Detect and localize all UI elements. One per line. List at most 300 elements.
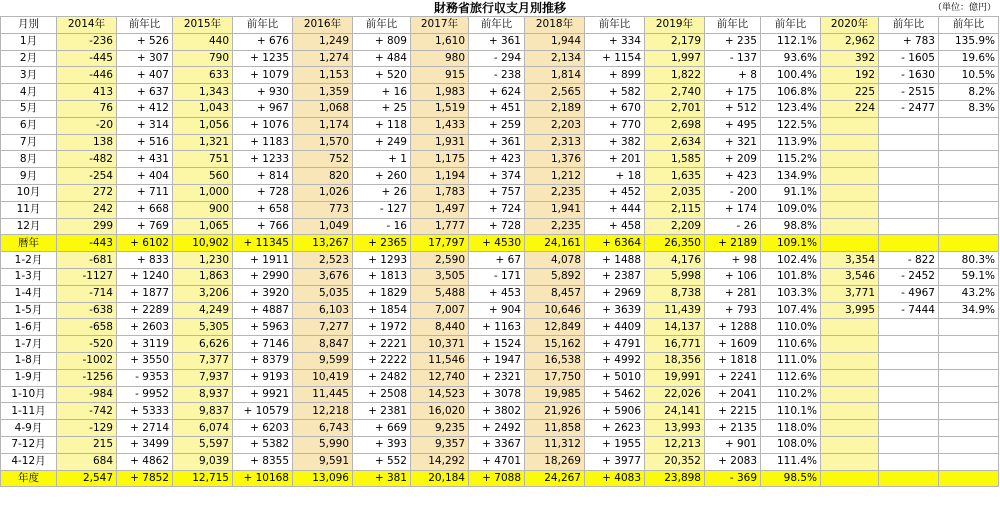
table-cell: 1,359 bbox=[293, 84, 353, 101]
table-cell bbox=[939, 403, 999, 420]
table-cell: + 314 bbox=[117, 117, 173, 134]
table-cell: + 259 bbox=[469, 117, 525, 134]
row-label: 10月 bbox=[1, 184, 57, 201]
table-cell: 110.6% bbox=[761, 336, 821, 353]
table-cell: - 127 bbox=[353, 201, 411, 218]
table-cell: 108.0% bbox=[761, 436, 821, 453]
table-cell bbox=[879, 352, 939, 369]
table-cell: + 1240 bbox=[117, 268, 173, 285]
table-cell: 102.4% bbox=[761, 252, 821, 269]
table-cell: + 8 bbox=[705, 67, 761, 84]
table-cell: + 4083 bbox=[585, 470, 645, 487]
table-cell: - 16 bbox=[353, 218, 411, 235]
table-cell: 1,212 bbox=[525, 168, 585, 185]
table-cell: 80.3% bbox=[939, 252, 999, 269]
table-row bbox=[1, 470, 999, 487]
table-cell: -445 bbox=[57, 50, 117, 67]
table-cell: 115.2% bbox=[761, 151, 821, 168]
table-cell: 16,020 bbox=[411, 403, 469, 420]
table-cell: 8,847 bbox=[293, 336, 353, 353]
table-cell: + 1955 bbox=[585, 436, 645, 453]
table-cell bbox=[879, 436, 939, 453]
table-cell: 2,134 bbox=[525, 50, 585, 67]
table-cell bbox=[939, 336, 999, 353]
table-cell: 1,783 bbox=[411, 184, 469, 201]
table-cell: - 238 bbox=[469, 67, 525, 84]
table-cell: 1,194 bbox=[411, 168, 469, 185]
table-cell: 8,440 bbox=[411, 319, 469, 336]
table-cell: 2,565 bbox=[525, 84, 585, 101]
table-cell: 4,249 bbox=[173, 302, 233, 319]
table-cell bbox=[821, 369, 879, 386]
table-cell: + 1972 bbox=[353, 319, 411, 336]
row-label: 暦年 bbox=[1, 235, 57, 252]
table-cell bbox=[939, 235, 999, 252]
table-cell: 110.1% bbox=[761, 403, 821, 420]
table-cell: 12,218 bbox=[293, 403, 353, 420]
table-cell: + 728 bbox=[233, 184, 293, 201]
table-cell: 18,356 bbox=[645, 352, 705, 369]
table-row bbox=[1, 319, 999, 336]
table-cell: -20 bbox=[57, 117, 117, 134]
table-cell: + 381 bbox=[353, 470, 411, 487]
column-header: 2019年 bbox=[645, 17, 705, 34]
table-cell bbox=[821, 403, 879, 420]
table-cell: 440 bbox=[173, 33, 233, 50]
table-cell: 1,174 bbox=[293, 117, 353, 134]
table-cell: 1,153 bbox=[293, 67, 353, 84]
table-cell: 26,350 bbox=[645, 235, 705, 252]
table-cell: 17,750 bbox=[525, 369, 585, 386]
table-cell bbox=[821, 117, 879, 134]
column-header: 前年比 bbox=[705, 17, 761, 34]
table-cell bbox=[939, 386, 999, 403]
table-cell: + 624 bbox=[469, 84, 525, 101]
table-cell: 1,043 bbox=[173, 100, 233, 117]
table-cell: 1,944 bbox=[525, 33, 585, 50]
table-cell: 684 bbox=[57, 453, 117, 470]
table-cell: + 249 bbox=[353, 134, 411, 151]
table-cell: 22,026 bbox=[645, 386, 705, 403]
table-cell: 1,814 bbox=[525, 67, 585, 84]
table-cell: 5,998 bbox=[645, 268, 705, 285]
table-cell: 299 bbox=[57, 218, 117, 235]
table-cell: 14,523 bbox=[411, 386, 469, 403]
row-label: 1-7月 bbox=[1, 336, 57, 353]
row-label: 8月 bbox=[1, 151, 57, 168]
row-label: 12月 bbox=[1, 218, 57, 235]
table-cell: 2,179 bbox=[645, 33, 705, 50]
table-cell: 11,445 bbox=[293, 386, 353, 403]
table-cell: + 5963 bbox=[233, 319, 293, 336]
table-cell bbox=[939, 436, 999, 453]
row-label: 3月 bbox=[1, 67, 57, 84]
row-label: 1-5月 bbox=[1, 302, 57, 319]
table-cell: + 676 bbox=[233, 33, 293, 50]
table-cell: 215 bbox=[57, 436, 117, 453]
table-cell: 8,937 bbox=[173, 386, 233, 403]
row-label: 11月 bbox=[1, 201, 57, 218]
table-cell: + 453 bbox=[469, 285, 525, 302]
table-cell: 9,039 bbox=[173, 453, 233, 470]
table-cell bbox=[879, 336, 939, 353]
row-label: 7月 bbox=[1, 134, 57, 151]
table-cell: 5,892 bbox=[525, 268, 585, 285]
table-cell: 3,206 bbox=[173, 285, 233, 302]
column-header: 2018年 bbox=[525, 17, 585, 34]
table-cell: + 6203 bbox=[233, 420, 293, 437]
table-cell: + 26 bbox=[353, 184, 411, 201]
table-cell: + 458 bbox=[585, 218, 645, 235]
table-cell: 1,321 bbox=[173, 134, 233, 151]
table-cell: 20,184 bbox=[411, 470, 469, 487]
table-cell: + 2482 bbox=[353, 369, 411, 386]
table-cell: + 770 bbox=[585, 117, 645, 134]
table-cell: 98.5% bbox=[761, 470, 821, 487]
table-cell: + 484 bbox=[353, 50, 411, 67]
table-cell: + 3119 bbox=[117, 336, 173, 353]
table-cell: 11,439 bbox=[645, 302, 705, 319]
table-cell: 20,352 bbox=[645, 453, 705, 470]
table-cell: - 137 bbox=[705, 50, 761, 67]
table-cell: + 2623 bbox=[585, 420, 645, 437]
table-cell: 1,056 bbox=[173, 117, 233, 134]
table-row bbox=[1, 285, 999, 302]
table-cell: + 10579 bbox=[233, 403, 293, 420]
table-cell: 2,189 bbox=[525, 100, 585, 117]
table-cell: -443 bbox=[57, 235, 117, 252]
table-cell: + 2321 bbox=[469, 369, 525, 386]
table-cell: + 4992 bbox=[585, 352, 645, 369]
column-header: 2016年 bbox=[293, 17, 353, 34]
table-cell: 91.1% bbox=[761, 184, 821, 201]
table-cell: - 7444 bbox=[879, 302, 939, 319]
table-cell bbox=[879, 151, 939, 168]
table-cell: - 2477 bbox=[879, 100, 939, 117]
table-cell: + 2215 bbox=[705, 403, 761, 420]
table-cell: + 769 bbox=[117, 218, 173, 235]
table-cell: 1,585 bbox=[645, 151, 705, 168]
table-cell: + 1235 bbox=[233, 50, 293, 67]
row-label: 4-9月 bbox=[1, 420, 57, 437]
table-cell: - 9353 bbox=[117, 369, 173, 386]
row-label: 1月 bbox=[1, 33, 57, 50]
table-cell bbox=[879, 369, 939, 386]
column-header: 前年比 bbox=[117, 17, 173, 34]
table-cell: + 833 bbox=[117, 252, 173, 269]
row-label: 1-6月 bbox=[1, 319, 57, 336]
table-cell: 751 bbox=[173, 151, 233, 168]
table-cell: 2,035 bbox=[645, 184, 705, 201]
table-cell: + 901 bbox=[705, 436, 761, 453]
table-row bbox=[1, 369, 999, 386]
table-cell bbox=[939, 134, 999, 151]
table-cell: - 1605 bbox=[879, 50, 939, 67]
table-row bbox=[1, 168, 999, 185]
table-cell: 915 bbox=[411, 67, 469, 84]
table-cell: + 2969 bbox=[585, 285, 645, 302]
table-cell: -638 bbox=[57, 302, 117, 319]
table-cell: + 1288 bbox=[705, 319, 761, 336]
table-cell bbox=[821, 453, 879, 470]
table-cell: + 431 bbox=[117, 151, 173, 168]
table-cell: + 4862 bbox=[117, 453, 173, 470]
table-cell: -1127 bbox=[57, 268, 117, 285]
table-cell: 110.0% bbox=[761, 319, 821, 336]
table-cell: + 2387 bbox=[585, 268, 645, 285]
table-cell: + 2365 bbox=[353, 235, 411, 252]
table-cell: + 2221 bbox=[353, 336, 411, 353]
table-cell bbox=[879, 453, 939, 470]
table-cell: + 374 bbox=[469, 168, 525, 185]
table-cell: + 393 bbox=[353, 436, 411, 453]
table-cell: 134.9% bbox=[761, 168, 821, 185]
table-row bbox=[1, 134, 999, 151]
table-cell: 16,538 bbox=[525, 352, 585, 369]
table-cell: 5,305 bbox=[173, 319, 233, 336]
table-cell: 113.9% bbox=[761, 134, 821, 151]
table-cell bbox=[879, 319, 939, 336]
column-header: 2020年 bbox=[821, 17, 879, 34]
table-cell bbox=[879, 218, 939, 235]
table-cell bbox=[821, 184, 879, 201]
table-cell: + 658 bbox=[233, 201, 293, 218]
table-cell: 10,419 bbox=[293, 369, 353, 386]
table-cell: - 822 bbox=[879, 252, 939, 269]
table-cell: 76 bbox=[57, 100, 117, 117]
table-cell: 19.6% bbox=[939, 50, 999, 67]
table-cell: 13,096 bbox=[293, 470, 353, 487]
table-cell: 1,175 bbox=[411, 151, 469, 168]
table-cell: 118.0% bbox=[761, 420, 821, 437]
table-cell: 9,357 bbox=[411, 436, 469, 453]
table-cell: + 1293 bbox=[353, 252, 411, 269]
table-cell: 272 bbox=[57, 184, 117, 201]
table-cell: + 209 bbox=[705, 151, 761, 168]
table-row bbox=[1, 386, 999, 403]
table-cell: 24,267 bbox=[525, 470, 585, 487]
table-cell: 18,269 bbox=[525, 453, 585, 470]
table-cell: + 451 bbox=[469, 100, 525, 117]
table-cell: + 1524 bbox=[469, 336, 525, 353]
table-cell: + 412 bbox=[117, 100, 173, 117]
row-label: 1-10月 bbox=[1, 386, 57, 403]
table-cell: 13,267 bbox=[293, 235, 353, 252]
table-cell bbox=[821, 319, 879, 336]
table-cell: + 2222 bbox=[353, 352, 411, 369]
table-row bbox=[1, 352, 999, 369]
table-cell: + 526 bbox=[117, 33, 173, 50]
table-cell: + 766 bbox=[233, 218, 293, 235]
table-cell bbox=[939, 184, 999, 201]
table-cell: 820 bbox=[293, 168, 353, 185]
table-cell: 12,213 bbox=[645, 436, 705, 453]
table-cell: - 2515 bbox=[879, 84, 939, 101]
table-cell: 3,771 bbox=[821, 285, 879, 302]
table-cell: 2,209 bbox=[645, 218, 705, 235]
column-header: 2017年 bbox=[411, 17, 469, 34]
table-row bbox=[1, 201, 999, 218]
table-cell: 11,312 bbox=[525, 436, 585, 453]
table-cell: 5,035 bbox=[293, 285, 353, 302]
table-cell: + 444 bbox=[585, 201, 645, 218]
table-cell: -714 bbox=[57, 285, 117, 302]
table-cell bbox=[939, 319, 999, 336]
table-cell: + 25 bbox=[353, 100, 411, 117]
table-cell: -520 bbox=[57, 336, 117, 353]
table-cell: 192 bbox=[821, 67, 879, 84]
table-cell: 14,292 bbox=[411, 453, 469, 470]
table-cell: 93.6% bbox=[761, 50, 821, 67]
table-cell bbox=[821, 151, 879, 168]
table-cell: 1,863 bbox=[173, 268, 233, 285]
table-cell: 1,497 bbox=[411, 201, 469, 218]
row-label: 1-2月 bbox=[1, 252, 57, 269]
table-cell: 1,376 bbox=[525, 151, 585, 168]
table-cell: + 2492 bbox=[469, 420, 525, 437]
table-cell: + 118 bbox=[353, 117, 411, 134]
table-cell: 34.9% bbox=[939, 302, 999, 319]
table-cell: + 1163 bbox=[469, 319, 525, 336]
unit-label: （単位：億円） bbox=[932, 3, 996, 13]
table-cell: + 711 bbox=[117, 184, 173, 201]
table-cell bbox=[821, 134, 879, 151]
table-cell: + 1488 bbox=[585, 252, 645, 269]
table-row bbox=[1, 235, 999, 252]
table-cell: 980 bbox=[411, 50, 469, 67]
table-cell: 3,354 bbox=[821, 252, 879, 269]
table-cell: 900 bbox=[173, 201, 233, 218]
table-cell: + 757 bbox=[469, 184, 525, 201]
table-cell: 16,771 bbox=[645, 336, 705, 353]
column-header: 2014年 bbox=[57, 17, 117, 34]
table-cell: + 9921 bbox=[233, 386, 293, 403]
table-cell: 6,074 bbox=[173, 420, 233, 437]
table-cell: + 3920 bbox=[233, 285, 293, 302]
table-cell: -236 bbox=[57, 33, 117, 50]
table-cell: -482 bbox=[57, 151, 117, 168]
table-cell: + 5462 bbox=[585, 386, 645, 403]
table-cell: 5,990 bbox=[293, 436, 353, 453]
table-cell: + 3367 bbox=[469, 436, 525, 453]
table-cell: - 9952 bbox=[117, 386, 173, 403]
table-cell bbox=[879, 184, 939, 201]
table-cell: + 670 bbox=[585, 100, 645, 117]
table-cell: - 294 bbox=[469, 50, 525, 67]
table-cell: 19,985 bbox=[525, 386, 585, 403]
column-header: 前年比 bbox=[761, 17, 821, 34]
table-cell: + 382 bbox=[585, 134, 645, 151]
table-cell: 1,983 bbox=[411, 84, 469, 101]
table-cell: + 904 bbox=[469, 302, 525, 319]
table-cell: + 3639 bbox=[585, 302, 645, 319]
column-header: 前年比 bbox=[939, 17, 999, 34]
table-cell: 3,546 bbox=[821, 268, 879, 285]
table-cell: 103.3% bbox=[761, 285, 821, 302]
table-cell: + 7146 bbox=[233, 336, 293, 353]
table-cell: - 369 bbox=[705, 470, 761, 487]
table-cell: + 724 bbox=[469, 201, 525, 218]
table-cell: + 2135 bbox=[705, 420, 761, 437]
table-cell: + 1947 bbox=[469, 352, 525, 369]
table-row bbox=[1, 100, 999, 117]
table-cell: + 7852 bbox=[117, 470, 173, 487]
table-cell: 1,068 bbox=[293, 100, 353, 117]
table-row bbox=[1, 420, 999, 437]
table-cell: + 2508 bbox=[353, 386, 411, 403]
table-cell: + 668 bbox=[117, 201, 173, 218]
table-cell: -681 bbox=[57, 252, 117, 269]
table-cell: + 18 bbox=[585, 168, 645, 185]
table-cell: + 930 bbox=[233, 84, 293, 101]
table-cell: 752 bbox=[293, 151, 353, 168]
table-cell: 8.3% bbox=[939, 100, 999, 117]
table-cell: 135.9% bbox=[939, 33, 999, 50]
table-cell: + 637 bbox=[117, 84, 173, 101]
table-cell: + 235 bbox=[705, 33, 761, 50]
table-cell: 9,235 bbox=[411, 420, 469, 437]
table-cell: 2,235 bbox=[525, 218, 585, 235]
table-cell: 1,433 bbox=[411, 117, 469, 134]
table-cell bbox=[879, 134, 939, 151]
table-cell bbox=[879, 386, 939, 403]
table-cell bbox=[879, 235, 939, 252]
table-cell: + 809 bbox=[353, 33, 411, 50]
table-cell: 109.0% bbox=[761, 201, 821, 218]
table-cell: + 67 bbox=[469, 252, 525, 269]
table-cell: 560 bbox=[173, 168, 233, 185]
table-cell: 112.1% bbox=[761, 33, 821, 50]
table-cell bbox=[821, 436, 879, 453]
table-cell: 12,849 bbox=[525, 319, 585, 336]
table-cell: 43.2% bbox=[939, 285, 999, 302]
table-cell: + 1829 bbox=[353, 285, 411, 302]
table-cell: 138 bbox=[57, 134, 117, 151]
row-label: 4-12月 bbox=[1, 453, 57, 470]
table-cell: 2,740 bbox=[645, 84, 705, 101]
table-cell: + 423 bbox=[469, 151, 525, 168]
table-cell: 7,277 bbox=[293, 319, 353, 336]
table-row bbox=[1, 436, 999, 453]
table-cell: + 361 bbox=[469, 134, 525, 151]
table-cell: - 200 bbox=[705, 184, 761, 201]
table-cell bbox=[821, 201, 879, 218]
table-cell: + 5906 bbox=[585, 403, 645, 420]
table-cell: + 8355 bbox=[233, 453, 293, 470]
table-cell: 2,698 bbox=[645, 117, 705, 134]
table-cell: 100.4% bbox=[761, 67, 821, 84]
table-cell: 1,026 bbox=[293, 184, 353, 201]
table-cell: 14,137 bbox=[645, 319, 705, 336]
table-cell: 9,599 bbox=[293, 352, 353, 369]
table-cell: + 552 bbox=[353, 453, 411, 470]
table-cell: + 3802 bbox=[469, 403, 525, 420]
table-cell bbox=[939, 420, 999, 437]
table-row bbox=[1, 117, 999, 134]
table-cell bbox=[821, 352, 879, 369]
table-cell: 10.5% bbox=[939, 67, 999, 84]
table-cell: + 3078 bbox=[469, 386, 525, 403]
table-cell: 21,926 bbox=[525, 403, 585, 420]
row-label: 9月 bbox=[1, 168, 57, 185]
table-cell: -254 bbox=[57, 168, 117, 185]
table-cell: + 1076 bbox=[233, 117, 293, 134]
table-cell: + 899 bbox=[585, 67, 645, 84]
table-cell: + 3550 bbox=[117, 352, 173, 369]
table-cell: + 3499 bbox=[117, 436, 173, 453]
table-cell: + 106 bbox=[705, 268, 761, 285]
table-cell: 9,591 bbox=[293, 453, 353, 470]
